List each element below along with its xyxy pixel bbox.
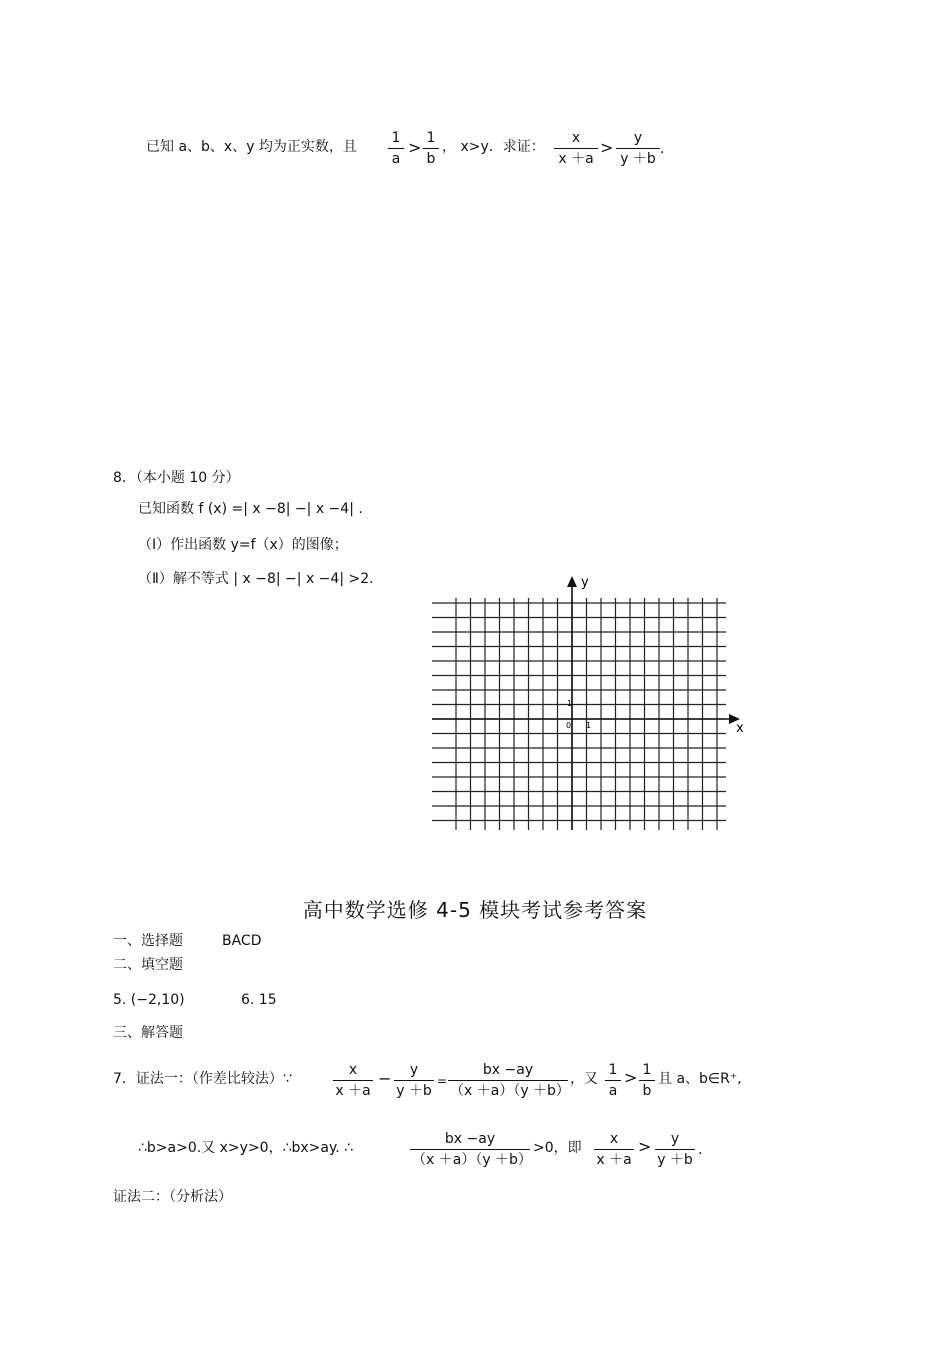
answer-q5: 5. (−2,10) [113, 992, 185, 1008]
gt-sign: > [408, 138, 422, 157]
fraction-y-over-yb: y y ＋b [655, 1131, 695, 1168]
fraction-y-over-yb: y y ＋b [394, 1062, 434, 1099]
fraction-y-over-yb: y y ＋b [616, 130, 660, 167]
section1-value: BACD [222, 933, 262, 949]
x-axis-label: x [736, 721, 744, 736]
line2-mid: >0，即 [533, 1140, 582, 1156]
p8-header: 8．（本小题 10 分） [113, 470, 240, 486]
equals-sign: = [437, 1074, 448, 1088]
p8-part2: （Ⅱ）解不等式 | x −8| −| x −4| >2． [138, 571, 384, 587]
answer-q6: 6. 15 [241, 992, 277, 1008]
p8-function: 已知函数 f (x) =| x −8| −| x −4| . [138, 501, 363, 517]
method2-label: 证法二：（分析法） [113, 1189, 232, 1205]
fraction-1-over-b: 1 b [639, 1062, 655, 1099]
q7-lead: 7．证法一：（作差比较法）∵ [113, 1071, 292, 1087]
section1-label: 一、选择题 [113, 933, 183, 949]
fraction-x-over-xa: x x ＋a [594, 1131, 634, 1168]
y-axis-arrow-icon [567, 576, 577, 587]
fraction-1-over-a: 1 a [388, 130, 404, 167]
origin-label: 0 [566, 721, 572, 730]
answers-title: 高中数学选修 4-5 模块考试参考答案 [302, 898, 648, 922]
p7-intro: 已知 a、b、x、y 均为正实数，且 [146, 139, 357, 155]
q7-tail: 且 a、b∈R⁺, [658, 1071, 742, 1087]
p7-mid: ， x>y．求证： [442, 139, 545, 155]
fraction-difference: bx −ay （x ＋a）（y ＋b） [412, 1131, 532, 1168]
p7-end: ． [660, 141, 674, 157]
p8-part1: （Ⅰ）作出函数 y=f（x）的图像； [138, 537, 348, 553]
fraction-difference: bx −ay （x ＋a）（y ＋b） [450, 1062, 570, 1099]
y-unit-label: 1 [567, 699, 573, 708]
fraction-x-over-xa: x x ＋a [554, 130, 598, 167]
fraction-x-over-xa: x x ＋a [333, 1062, 373, 1099]
line2-end: . [698, 1142, 703, 1158]
gt-sign: > [638, 1137, 652, 1156]
gt-sign: > [624, 1068, 638, 1087]
coordinate-grid [428, 572, 748, 834]
q7-mid: ，又 [570, 1071, 598, 1087]
line2-lead: ∴b>a>0.又 x>y>0，∴bx>ay. ∴ [138, 1140, 354, 1156]
section2-label: 二、填空题 [113, 957, 183, 973]
x-unit-label: 1 [586, 721, 592, 730]
fraction-1-over-a: 1 a [605, 1062, 621, 1099]
y-axis-label: y [581, 575, 589, 590]
minus-sign: − [378, 1069, 392, 1088]
gt-sign: > [600, 138, 614, 157]
fraction-1-over-b: 1 b [423, 130, 439, 167]
section3-label: 三、解答题 [113, 1025, 183, 1041]
